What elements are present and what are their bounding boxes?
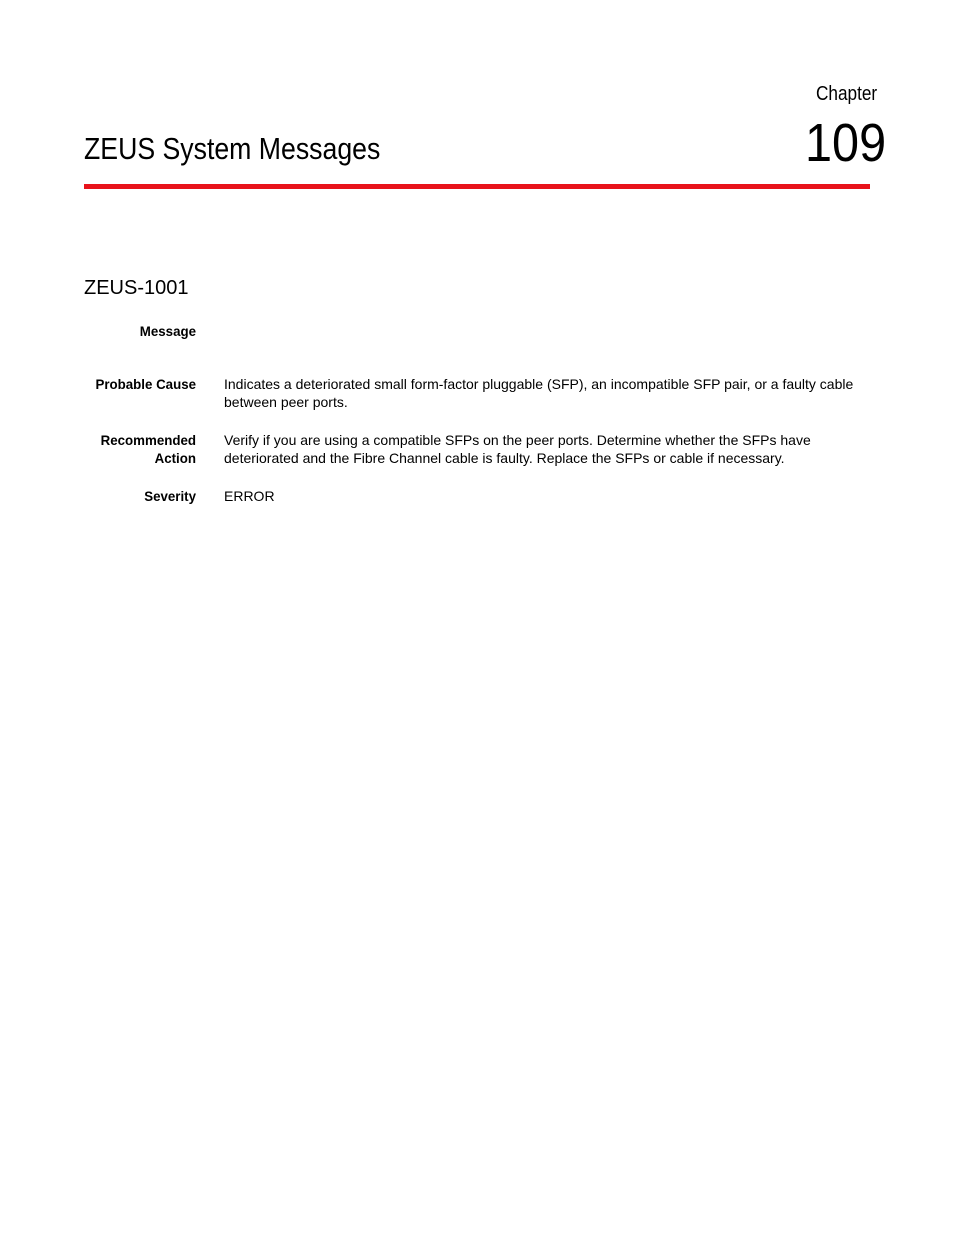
- recommended-action-label-line2: Action: [154, 450, 196, 466]
- probable-cause-value: Indicates a deteriorated small form-factor pluggable (SFP), an incompatible SFP pair, or a faulty cable between peer ports.: [224, 376, 854, 410]
- chapter-number: 109: [804, 113, 886, 173]
- severity-value: ERROR: [224, 488, 275, 504]
- recommended-action-value: Verify if you are using a compatible SFPs on the peer ports. Determine whether the SFPs have deteriorated and the Fibre Channel cable is faulty. Replace the SFPs or cable if necessary.: [224, 432, 811, 466]
- probable-cause-label: Probable Cause: [95, 376, 196, 392]
- severity-label: Severity: [144, 488, 196, 504]
- chapter-title: ZEUS System Messages: [84, 131, 381, 166]
- recommended-action-label-line1: Recommended: [100, 432, 196, 448]
- message-label: Message: [139, 323, 196, 339]
- recommended-action-label: [73, 431, 197, 467]
- section-heading: ZEUS-1001: [84, 277, 189, 299]
- chapter-title-rule: [84, 184, 870, 189]
- chapter-label: Chapter: [815, 83, 877, 105]
